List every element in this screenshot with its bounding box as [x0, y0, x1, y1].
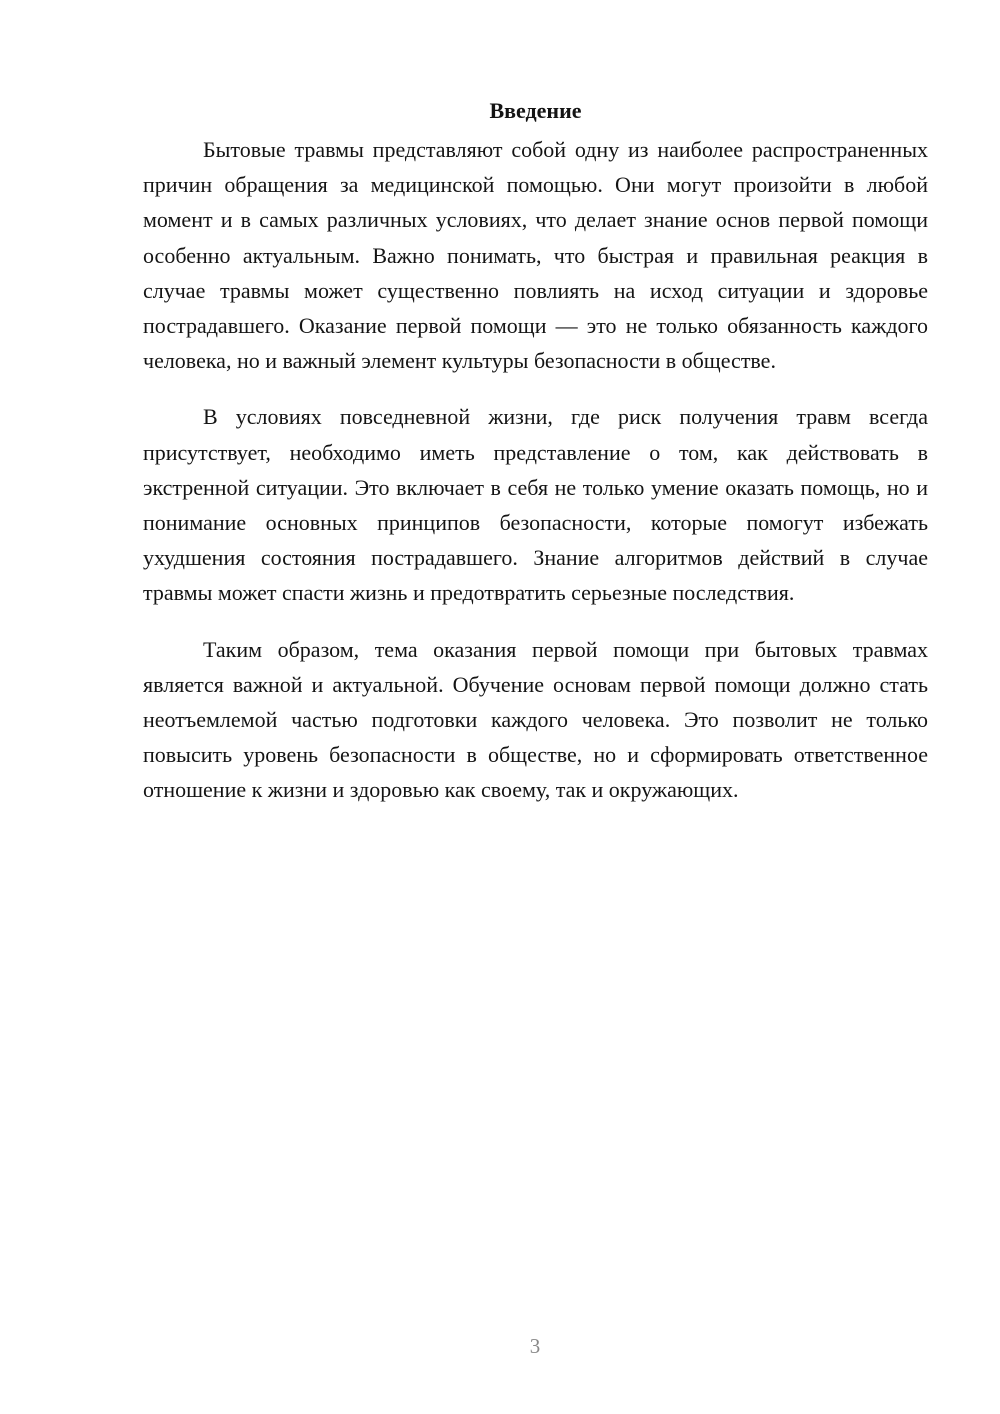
section-title: Введение [489, 98, 582, 123]
page-number: 3 [529, 1334, 541, 1358]
page-content [143, 93, 928, 829]
paragraph-1: Бытовые травмы представляют собой одну из наиболее распространенных причин обращения за медицинской помощью. Они могут произойти в любой момент и в самых различных условиях, что делает знание основ первой помощи особенно актуальным. Важно понимать, что быстрая и правильная реакция в случае травмы может существенно повлиять на исход ситуации и здоровье пострадавшего. Оказание первой помощи — это не только обязанность каждого человека, но и важный элемент культуры безопасности в обществе. [143, 137, 928, 374]
paragraph-2: В условиях повседневной жизни, где риск получения травм всегда присутствует, необходимо иметь представление о том, как действовать в экстренной ситуации. Это включает в себя не только умение оказать помощь, но и понимание основных принципов безопасности, которые помогут избежать ухудшения состояния пострадавшего. Знание алгоритмов действий в случае травмы может спасти жизнь и предотвратить серьезные последствия. [143, 404, 928, 606]
paragraph-3: Таким образом, тема оказания первой помощи при бытовых травмах является важной и актуальной. Обучение основам первой помощи должно стать неотъемлемой частью подготовки каждого человека. Это позволит не только повысить уровень безопасности в обществе, но и сформировать ответственное отношение к жизни и здоровью как своему, так и окружающих. [143, 636, 928, 803]
